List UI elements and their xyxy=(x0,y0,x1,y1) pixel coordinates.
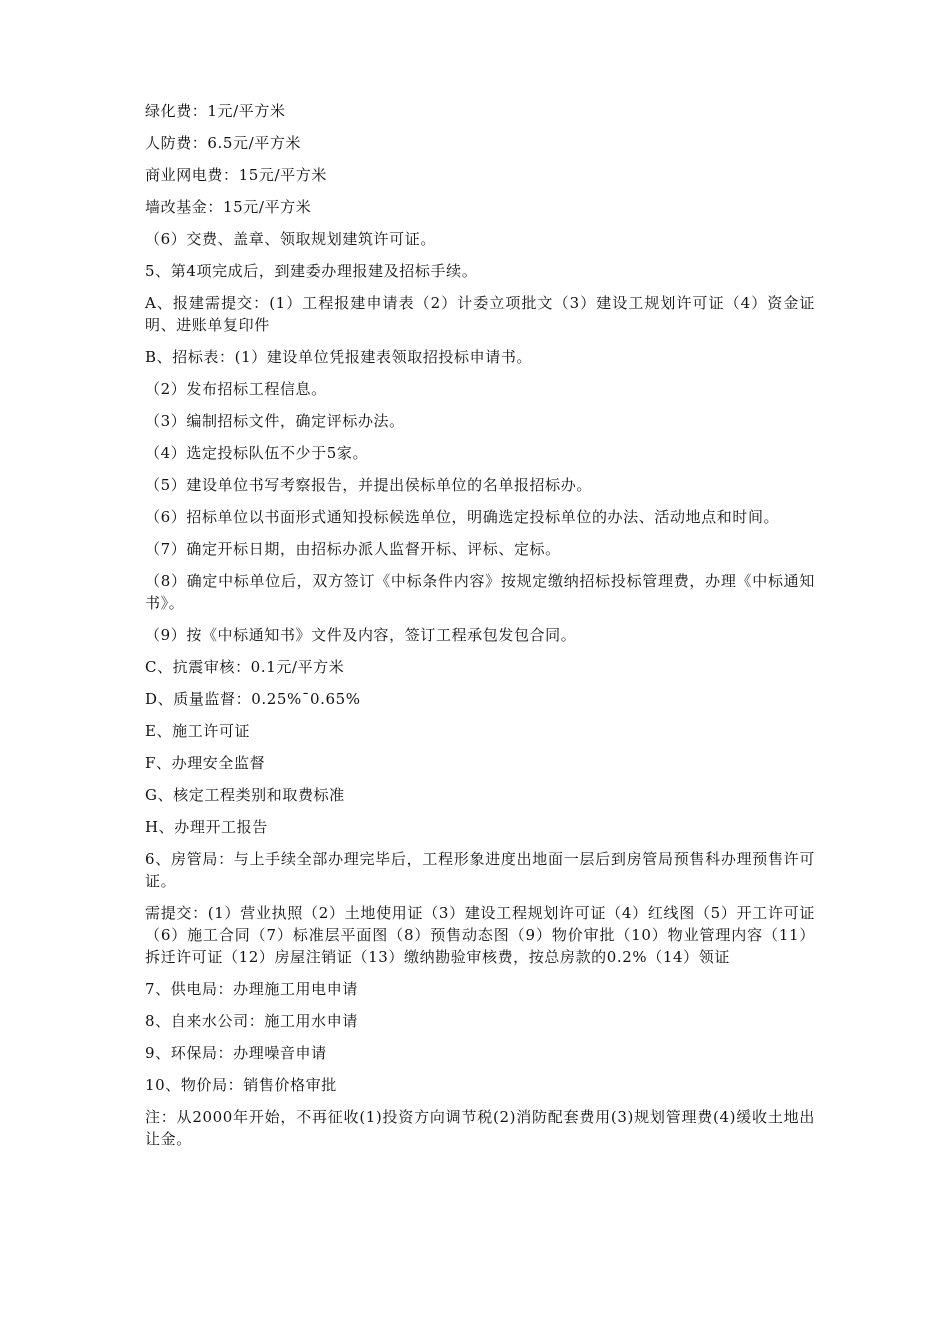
section-8-water: 8、自来水公司：施工用水申请 xyxy=(145,1012,358,1030)
fee-greening: 绿化费：1元/平方米 xyxy=(145,102,286,120)
section-6-housing: 6、房管局：与上手续全部办理完毕后，工程形象进度出地面一层后到房管局预售科办理预售许可证。 xyxy=(145,850,815,890)
bidding-step-5: （5）建设单位书写考察报告，并提出侯标单位的名单报招标办。 xyxy=(145,476,592,494)
bidding-step-9: （9）按《中标通知书》文件及内容，签订工程承包发包合同。 xyxy=(145,626,577,644)
bidding-step-7: （7）确定开标日期，由招标办派人监督开标、评标、定标。 xyxy=(145,540,561,558)
note-paragraph: 注：从2000年开始，不再征收(1)投资方向调节税(2)消防配套费用(3)规划管理费(4)缓收土地出让金。 xyxy=(145,1108,815,1148)
item-c-seismic: C、抗震审核：0.1元/平方米 xyxy=(145,658,345,676)
section-9-environment: 9、环保局：办理噪音申请 xyxy=(145,1044,327,1062)
item-d-quality: D、质量监督：0.25%¯0.65% xyxy=(145,690,361,708)
item-g-category: G、核定工程类别和取费标准 xyxy=(145,786,345,804)
bidding-step-3: （3）编制招标文件，确定评标办法。 xyxy=(145,412,405,430)
fee-commercial-grid: 商业网电费：15元/平方米 xyxy=(145,166,327,184)
section-7-power: 7、供电局：办理施工用电申请 xyxy=(145,980,358,998)
bidding-step-6: （6）招标单位以书面形式通知投标候选单位，明确选定投标单位的办法、活动地点和时间。 xyxy=(145,508,780,526)
item-a-registration: A、报建需提交：(1）工程报建申请表（2）计委立项批文（3）建设工规划许可证（4）资金证明、进账单复印件 xyxy=(145,294,815,334)
item-e-construction-permit: E、施工许可证 xyxy=(145,722,251,740)
fee-civil-defense: 人防费：6.5元/平方米 xyxy=(145,134,302,152)
section-5-heading: 5、第4项完成后，到建委办理报建及招标手续。 xyxy=(145,262,478,280)
item-f-safety: F、办理安全监督 xyxy=(145,754,266,772)
bidding-step-2: （2）发布招标工程信息。 xyxy=(145,380,327,398)
fee-wall-reform-fund: 墙改基金：15元/平方米 xyxy=(145,198,312,216)
item-b-bidding: B、招标表：(1）建设单位凭报建表领取招投标申请书。 xyxy=(145,348,533,366)
bidding-step-8: （8）确定中标单位后，双方签订《中标条件内容》按规定缴纳招标投标管理费，办理《中标通知书》。 xyxy=(145,572,815,612)
housing-requirements: 需提交：(1）营业执照（2）土地使用证（3）建设工程规划许可证（4）红线图（5）开工许可证（6）施工合同（7）标准层平面图（8）预售动态图（9）物价审批（10）物业管理内容（11）拆迁许可证（12）房屋注销证（13）缴纳勘验审核费，按总房款的0.2%（14）领证 xyxy=(145,904,815,966)
section-10-price: 10、物价局：销售价格审批 xyxy=(145,1076,337,1094)
document-body xyxy=(145,100,815,1160)
item-h-start-report: H、办理开工报告 xyxy=(145,818,268,836)
step-permit-collection: （6）交费、盖章、领取规划建筑许可证。 xyxy=(145,230,436,248)
bidding-step-4: （4）选定投标队伍不少于5家。 xyxy=(145,444,369,462)
